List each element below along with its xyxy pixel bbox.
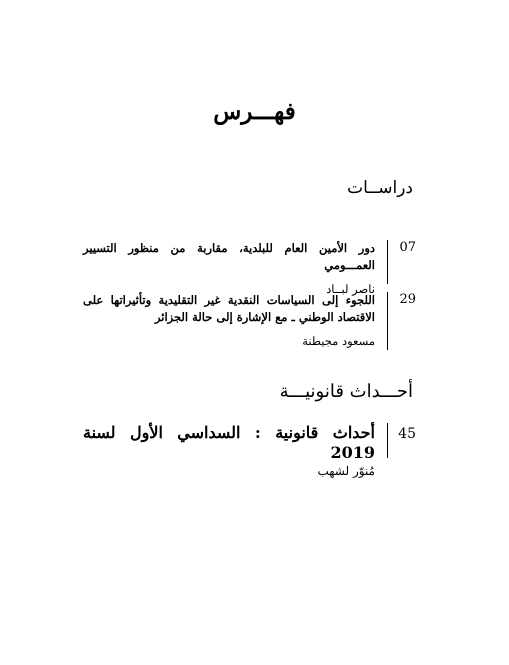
entry-author: ناصر لبــاد bbox=[326, 282, 375, 296]
toc-entry[interactable] bbox=[83, 240, 416, 297]
page-title: فهـــرس bbox=[213, 98, 296, 125]
entry-title: أحداث قانونية : السداسي الأول لسنة 2019 bbox=[83, 423, 375, 462]
entry-author: مُنوّر لشهب bbox=[317, 464, 375, 478]
page-number: 45 bbox=[398, 426, 416, 442]
entry-body bbox=[83, 240, 375, 297]
entry-title: اللجوء إلى السياسات النقدية غير التقليدية وتأثيراتها على الاقتصاد الوطني ـ مع الإشارة إلى حالة الجزائر bbox=[83, 293, 375, 324]
page-number: 29 bbox=[399, 292, 416, 307]
page-number: 07 bbox=[399, 240, 416, 255]
entry-title: دور الأمين العام للبلدية، مقاربة من منظور التسيير العمـــومي bbox=[83, 241, 375, 272]
entry-body bbox=[83, 292, 375, 349]
entry-divider bbox=[387, 292, 388, 350]
toc-entry[interactable] bbox=[83, 423, 416, 479]
toc-entry[interactable] bbox=[83, 292, 416, 349]
entry-divider bbox=[387, 240, 388, 284]
section-heading-legal-events: أحـــداث قانونيـــة bbox=[279, 381, 413, 402]
entry-author: مسعود مجيطنة bbox=[302, 334, 375, 348]
entry-divider bbox=[387, 423, 388, 458]
entry-body bbox=[83, 423, 375, 479]
section-heading-studies: دراســات bbox=[347, 178, 413, 198]
